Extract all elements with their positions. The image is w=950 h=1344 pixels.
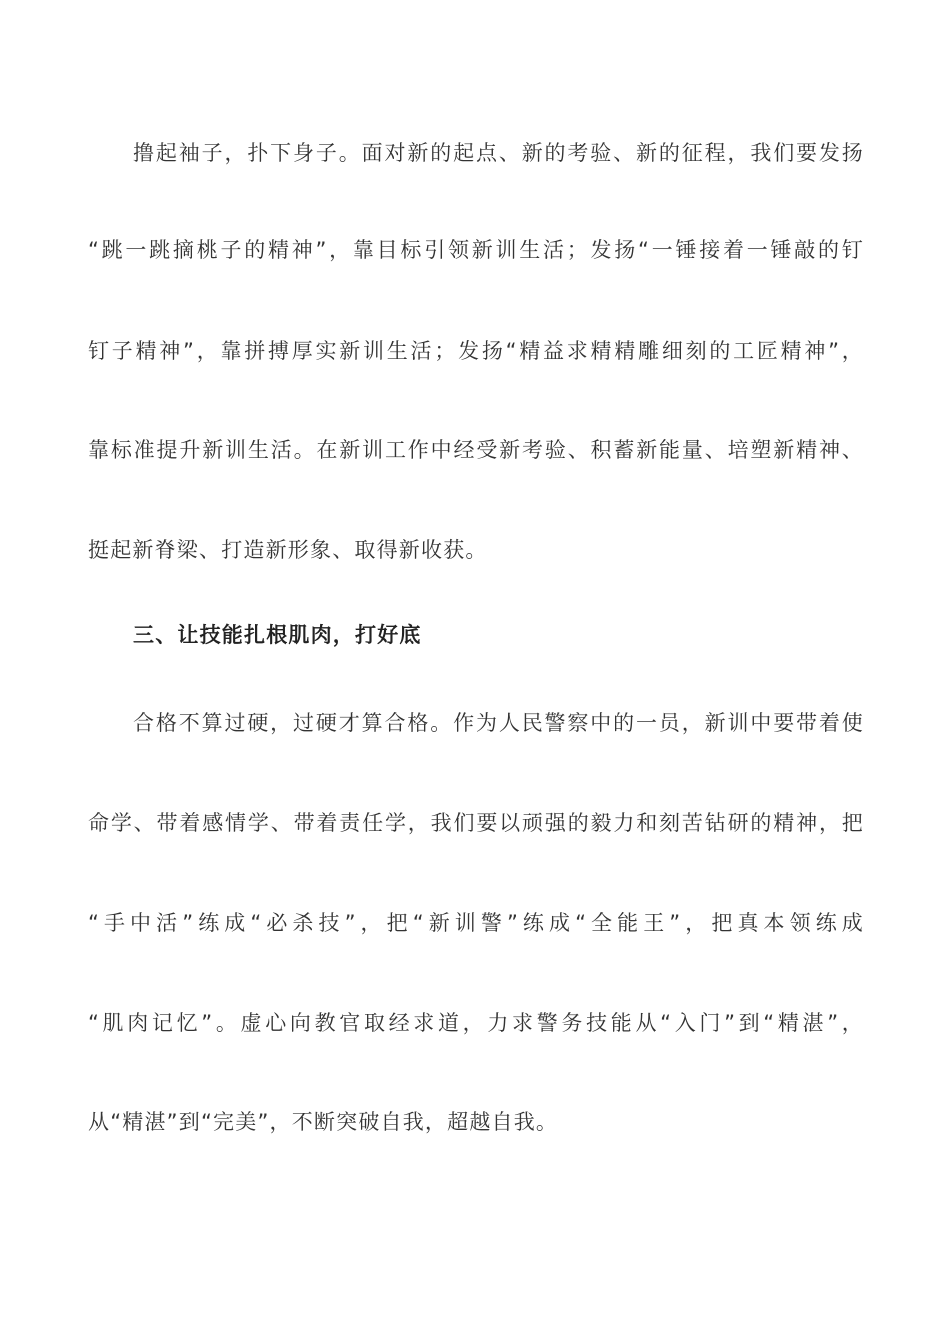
paragraph-2-line-4: “肌肉记忆”。虚心向教官取经求道，力求警务技能从“入门”到“精湛”， xyxy=(88,1011,864,1035)
paragraph-2-line-5: 从“精湛”到“完美”，不断突破自我，超越自我。 xyxy=(88,1110,559,1134)
paragraph-2-line-3: “手中活”练成“必杀技”，把“新训警”练成“全能王”，把真本领练成 xyxy=(88,911,864,935)
paragraph-2-line-2: 命学、带着感情学、带着责任学，我们要以顽强的毅力和刻苦钻研的精神，把 xyxy=(88,811,864,835)
paragraph-1-line-4: 靠标准提升新训生活。在新训工作中经受新考验、积蓄新能量、培塑新精神、 xyxy=(88,438,864,462)
paragraph-2-line-1: 合格不算过硬，过硬才算合格。作为人民警察中的一员，新训中要带着使 xyxy=(133,711,864,735)
paragraph-1-line-3: 钉子精神”，靠拼搏厚实新训生活；发扬“精益求精精雕细刻的工匠精神”， xyxy=(88,339,864,363)
paragraph-1-line-1: 撸起袖子，扑下身子。面对新的起点、新的考验、新的征程，我们要发扬 xyxy=(133,141,864,165)
section-heading: 三、让技能扎根肌肉，打好底 xyxy=(133,623,422,647)
paragraph-1-line-5: 挺起新脊梁、打造新形象、取得新收获。 xyxy=(88,538,488,562)
paragraph-1-line-2: “跳一跳摘桃子的精神”，靠目标引领新训生活；发扬“一锤接着一锤敲的钉 xyxy=(88,238,864,262)
